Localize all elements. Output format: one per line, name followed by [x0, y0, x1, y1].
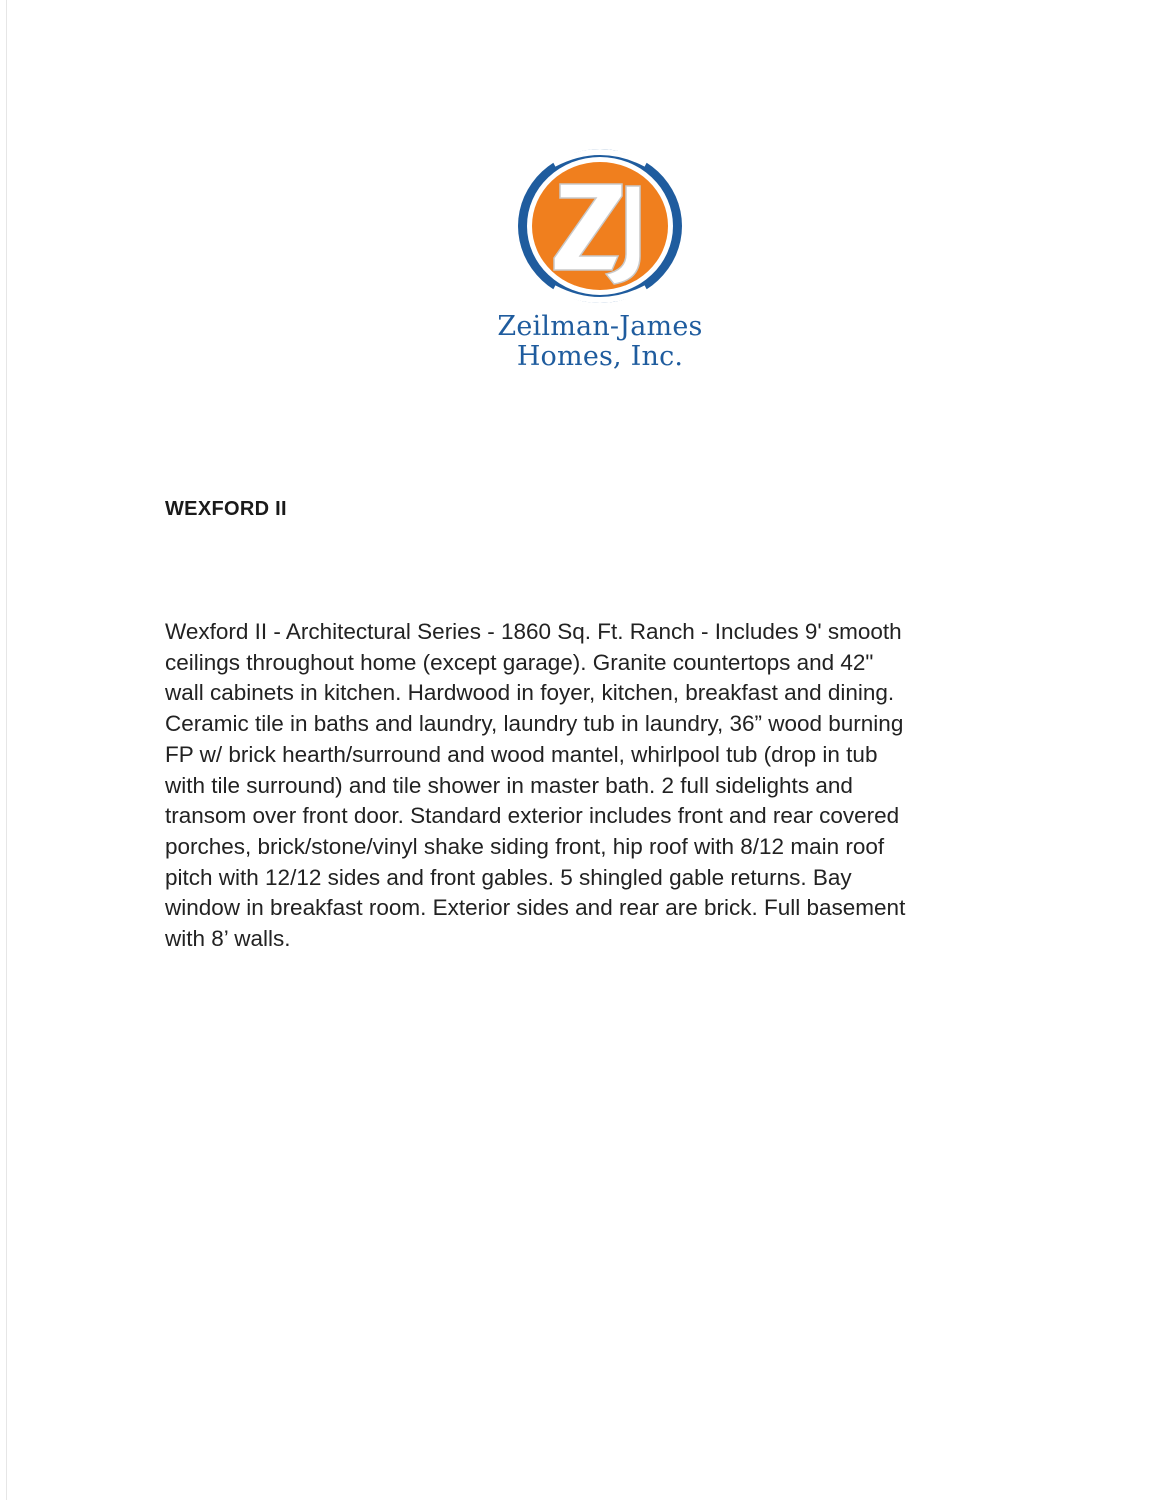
- company-name-line2: Homes, Inc.: [516, 341, 684, 372]
- company-name-line1: Zeilman-James: [497, 311, 703, 342]
- description-line: ceilings throughout home (except garage). Granite countertops and 42": [165, 649, 874, 675]
- document-title: WEXFORD II: [165, 498, 287, 520]
- company-logo: [470, 146, 730, 372]
- description-line: transom over front door. Standard exterior includes front and rear covered: [165, 803, 900, 829]
- description-line: pitch with 12/12 sides and front gables. 5 shingled gable returns. Bay: [165, 864, 852, 890]
- scan-edge-line: [6, 0, 7, 1500]
- description-line: FP w/ brick hearth/surround and wood mantel, whirlpool tub (drop in tub: [165, 741, 878, 767]
- description-line: Wexford II - Architectural Series - 1860 Sq. Ft. Ranch - Includes 9' smooth: [165, 619, 902, 644]
- zj-logo-icon: [514, 146, 686, 306]
- description-line: wall cabinets in kitchen. Hardwood in foyer, kitchen, breakfast and dining.: [165, 680, 895, 706]
- document-description: [165, 617, 1025, 955]
- description-line: porches, brick/stone/vinyl shake siding front, hip roof with 8/12 main roof: [165, 833, 885, 859]
- description-line: window in breakfast room. Exterior sides and rear are brick. Full basement: [165, 895, 906, 921]
- description-line: Ceramic tile in baths and laundry, laundry tub in laundry, 36” wood burning: [165, 711, 904, 737]
- description-line: with tile surround) and tile shower in master bath. 2 full sidelights and: [165, 772, 853, 798]
- description-line: with 8’ walls.: [165, 926, 291, 952]
- company-name: [470, 312, 730, 372]
